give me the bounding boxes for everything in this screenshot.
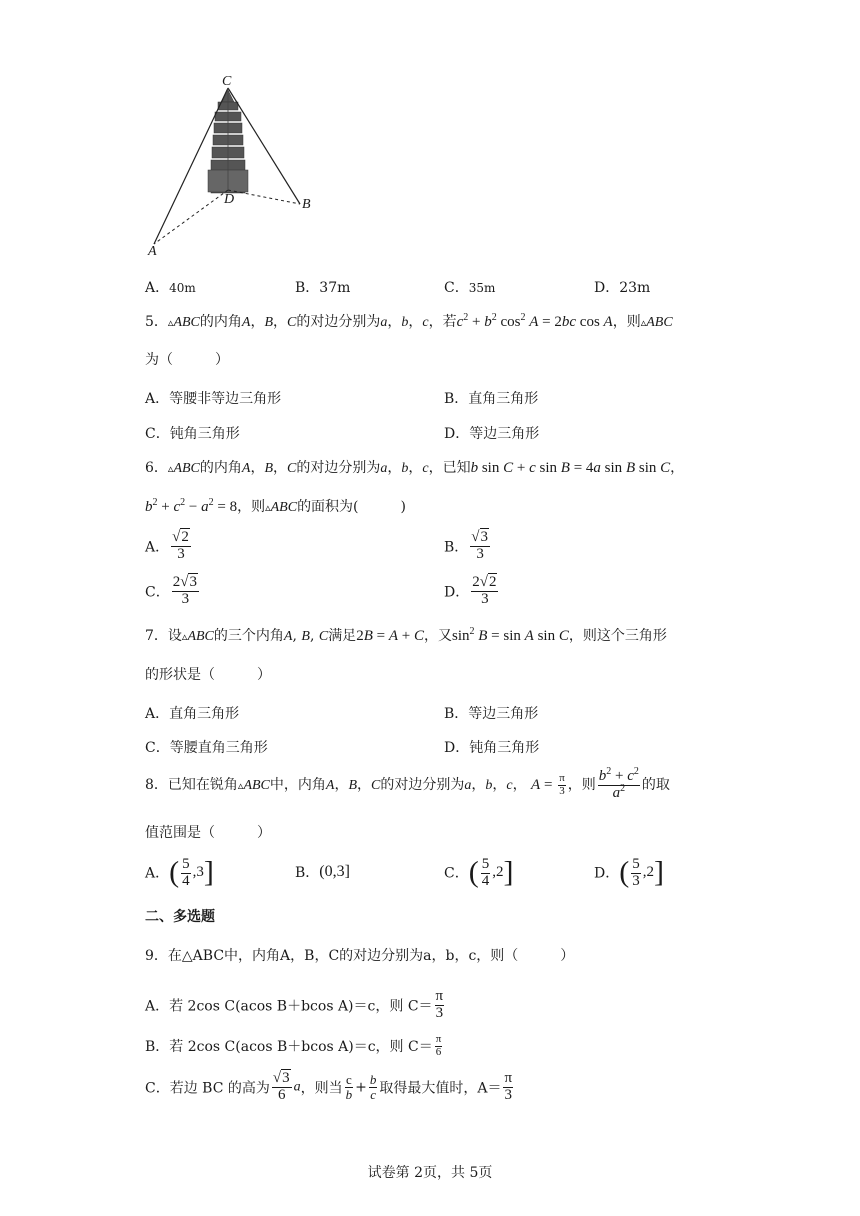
q6-stem-line2: $b^2 + c^2 - a^2 = 8$，则▵ABC的面积为( ) [145, 497, 406, 515]
q7-option-c: C．等腰直角三角形 [145, 740, 268, 756]
q7-stem-line1: 7．设▵ABC的三个内角A, B, C满足2B = A + C，又$\sin^2 B = \sin A$ sin C，则这个三角形 [145, 626, 667, 644]
q8-stem-line1: 8．已知在锐角▵ABC中，内角A，B，C的对边分别为a，b，c， A = $\frac{\pi}{3}$ ，则 $\frac{b^2 + c^2}{a^2}$ 的取 [145, 765, 670, 801]
label-a: A [148, 244, 157, 259]
q6-stem-line1: 6．▵ABC的内角A，B，C的对边分别为a，b，c，已知b sin C + c sin B = 4a sin B sin C， [145, 460, 685, 476]
q8-option-b: B．(0,3] [295, 863, 350, 881]
q4-option-a: A．40m [145, 280, 196, 296]
q5-stem-line2: 为（ ） [145, 352, 229, 368]
label-c: C [222, 74, 232, 89]
pagoda-figure [140, 72, 330, 267]
q7-option-d: D．钝角三角形 [444, 740, 540, 756]
q9-option-c: C．若边 BC 的高为 $\frac{√3}{6}$ a，则当 $\frac{c}{b}$ + $\frac{b}{c}$ 取得最大值时，A＝ $\frac{\pi}{3}$ [145, 1070, 513, 1103]
q9-stem: 9．在△ABC中，内角A，B，C的对边分别为a，b，c，则（ ） [145, 948, 575, 964]
q4-option-b: B．37m [295, 280, 351, 296]
q5-option-d: D．等边三角形 [444, 426, 540, 442]
q7-option-b: B．等边三角形 [444, 706, 539, 722]
q8-option-d: D．( $\frac{5}{3}$ ,2] [594, 855, 664, 889]
q5-option-b: B．直角三角形 [444, 391, 539, 407]
page-footer: 试卷第 2页，共 5页 [367, 1165, 493, 1181]
q5-option-c: C．钝角三角形 [145, 426, 240, 442]
q8-option-c: C．( $\frac{5}{4}$ ,2] [444, 855, 514, 889]
q9-option-b: B．若 2cos C(acos B＋bcos A)＝c，则 C＝ $\frac{\pi}{6}$ [145, 1033, 442, 1058]
q9-option-a: A．若 2cos C(acos B＋bcos A)＝c，则 C＝ $\frac{\pi}{3}$ [145, 988, 444, 1021]
q7-option-a: A．直角三角形 [145, 706, 240, 722]
pagoda-diagram [140, 72, 330, 267]
q8-stem-line2: 值范围是（ ） [145, 825, 271, 841]
section-heading: 二、多选题 [145, 909, 215, 925]
q6-option-c: C． $\frac{2√3}{3}$ [145, 574, 197, 607]
label-d: D [224, 192, 235, 207]
q4-option-d: D．23m [594, 280, 651, 296]
q4-option-c: C．35m [444, 280, 496, 296]
q5-stem-line1: 5．▵ABC的内角A，B，C的对边分别为a，b，c，若$c^2 + b^2$ $\cos^2 A = 2bc$ cos A，则▵ABC [145, 312, 673, 330]
q6-option-a: A． $\frac{√2}{3}$ [145, 529, 189, 562]
q6-option-b: B． $\frac{√3}{3}$ [444, 529, 489, 562]
q7-stem-line2: 的形状是（ ） [145, 667, 271, 683]
label-b: B [302, 197, 311, 212]
q5-option-a: A．等腰非等边三角形 [145, 391, 282, 407]
q6-option-d: D． $\frac{2√2}{3}$ [444, 574, 497, 607]
q8-option-a: A．( $\frac{5}{4}$ ,3] [145, 855, 214, 889]
